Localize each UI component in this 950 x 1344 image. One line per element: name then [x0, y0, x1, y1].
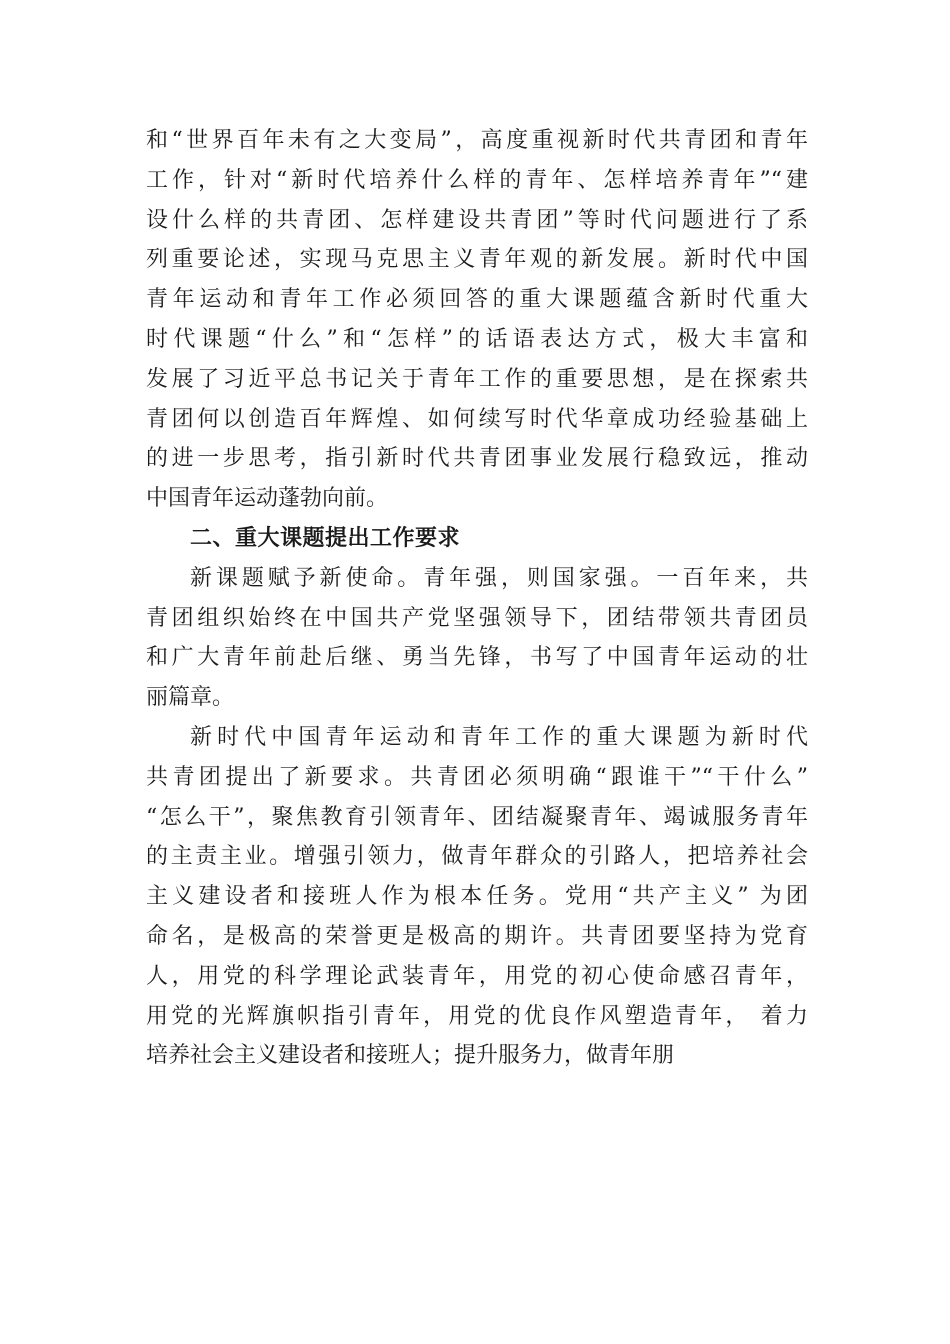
- text-line: 的进一步思考，指引新时代共青团事业发展行稳致远，推动: [146, 446, 808, 472]
- text-line: 发展了习近平总书记关于青年工作的重要思想，是在探索共: [146, 366, 808, 392]
- text-line: 共青团提出了新要求。共青团必须明确“跟谁干”“干什么”: [146, 764, 808, 790]
- text-line: “怎么干”，聚焦教育引领青年、团结凝聚青年、竭诚服务青年: [146, 804, 808, 830]
- text-line: 新课题赋予新使命。青年强，则国家强。一百年来，共: [190, 565, 808, 591]
- text-line: 和广大青年前赴后继、勇当先锋，书写了中国青年运动的壮: [146, 645, 808, 671]
- text-line: 的主责主业。增强引领力，做青年群众的引路人，把培养社会: [146, 844, 808, 870]
- text-line: 人，用党的科学理论武装青年，用党的初心使命感召青年，: [146, 963, 808, 989]
- text-line: 命名，是极高的荣誉更是极高的期许。共青团要坚持为党育: [146, 923, 808, 949]
- text-line: 青年运动和青年工作必须回答的重大课题蕴含新时代重大: [146, 287, 808, 313]
- text-line: 工作，针对“新时代培养什么样的青年、怎样培养青年”“建: [146, 167, 808, 193]
- text-line: 青团组织始终在中国共产党坚强领导下，团结带领共青团员: [146, 605, 808, 631]
- text-line: 和“世界百年未有之大变局”，高度重视新时代共青团和青年: [146, 128, 808, 153]
- text-line: 设什么样的共青团、怎样建设共青团”等时代问题进行了系: [146, 207, 808, 233]
- text-line: 丽篇章。: [146, 685, 235, 711]
- text-line: 用党的光辉旗帜指引青年，用党的优良作风塑造青年， 着力: [146, 1003, 808, 1029]
- text-line: 列重要论述，实现马克思主义青年观的新发展。新时代中国: [146, 247, 808, 273]
- text-line: 青团何以创造百年辉煌、如何续写时代华章成功经验基础上: [146, 406, 808, 432]
- section-heading: 二、重大课题提出工作要求: [190, 525, 461, 551]
- text-line: 主义建设者和接班人作为根本任务。党用“共产主义” 为团: [146, 884, 808, 910]
- body-text: [146, 121, 808, 1076]
- text-line: 新时代中国青年运动和青年工作的重大课题为新时代: [190, 724, 808, 750]
- text-line: 培养社会主义建设者和接班人；提升服务力，做青年朋: [146, 1043, 675, 1069]
- text-line: 时代课题“什么”和“怎样”的话语表达方式，极大丰富和: [146, 326, 808, 352]
- text-line: 中国青年运动蓬勃向前。: [146, 486, 389, 512]
